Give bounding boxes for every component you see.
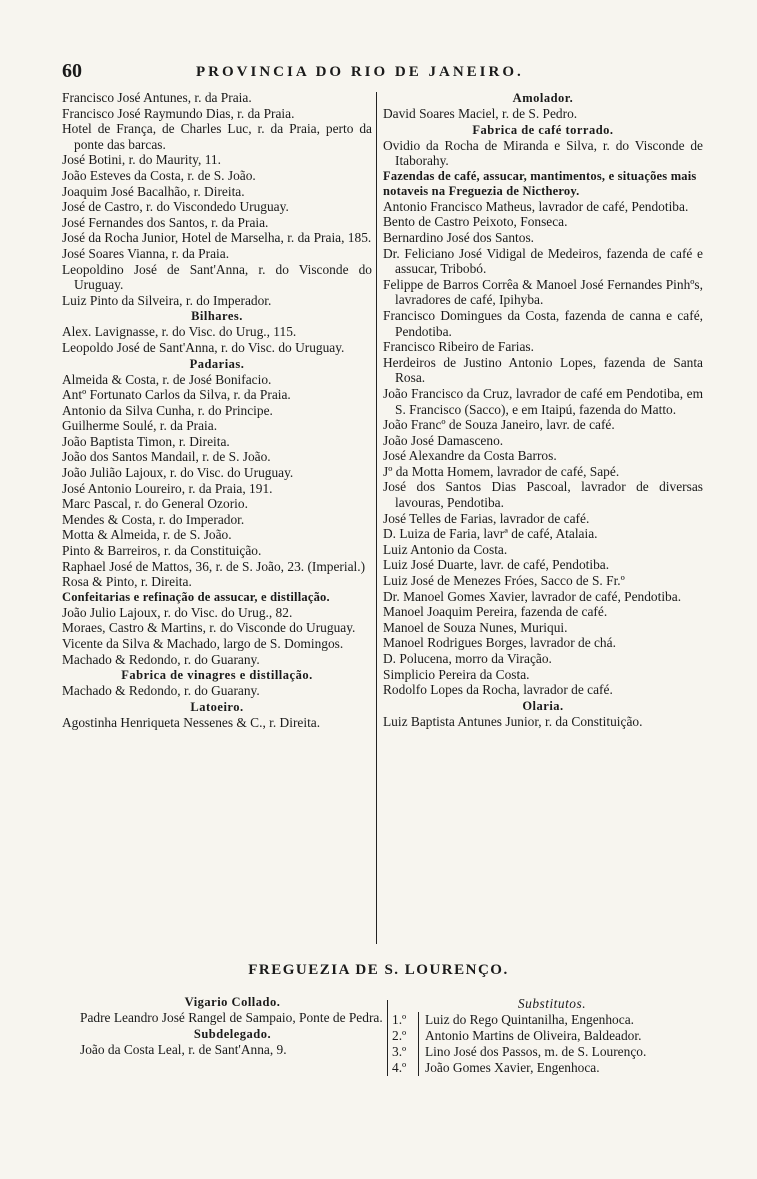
directory-entry: Rosa & Pinto, r. Direita. bbox=[62, 574, 192, 590]
directory-entry: João Julião Lajoux, r. do Visc. do Uruguay. bbox=[62, 465, 294, 481]
directory-entry: Machado & Redondo, r. do Guarany. bbox=[62, 683, 260, 699]
column-divider-lower bbox=[387, 1000, 388, 1076]
directory-entry: Francisco Domingues da Costa, fazenda de canna e café, Pendotiba. bbox=[383, 307, 703, 339]
directory-entry: José dos Santos Dias Pascoal, lavrador de diversas lavouras, Pendotiba. bbox=[383, 479, 703, 511]
directory-entry: Francisco José Raymundo Dias, r. da Praia. bbox=[62, 105, 295, 121]
directory-entry: José de Castro, r. do Viscondedo Uruguay. bbox=[62, 199, 289, 215]
directory-entry: Guilherme Soulé, r. da Praia. bbox=[62, 418, 218, 434]
right-column bbox=[383, 90, 703, 729]
directory-entry: João José Damasceno. bbox=[383, 432, 504, 448]
directory-entry: João Julio Lajoux, r. do Visc. do Urug., 82. bbox=[62, 604, 293, 620]
category-heading: Fabrica de café torrado. bbox=[472, 122, 614, 137]
directory-entry: Manoel Rodrigues Borges, lavrador de chá. bbox=[383, 635, 616, 651]
directory-entry: Luiz Baptista Antunes Junior, r. da Constituição. bbox=[383, 713, 643, 729]
category-heading: Confeitarias e refinação de assucar, e distillação. bbox=[62, 589, 330, 604]
directory-entry: Bernardino José dos Santos. bbox=[383, 229, 535, 245]
directory-entry: David Soares Maciel, r. de S. Pedro. bbox=[383, 106, 578, 121]
directory-entry: Antonio da Silva Cunha, r. do Principe. bbox=[62, 402, 273, 418]
directory-entry: Luiz Antonio da Costa. bbox=[383, 541, 508, 557]
directory-entry: Manoel de Souza Nunes, Muriqui. bbox=[383, 619, 568, 635]
directory-entry: José Alexandre da Costa Barros. bbox=[383, 448, 557, 464]
left-column bbox=[62, 90, 372, 730]
substituto-name: Antonio Martins de Oliveira, Baldeador. bbox=[425, 1028, 642, 1043]
directory-entry: Rodolfo Lopes da Rocha, lavrador de café. bbox=[383, 682, 613, 698]
substituto-number: 4.º bbox=[392, 1060, 419, 1076]
directory-entry: Almeida & Costa, r. de José Bonifacio. bbox=[62, 371, 272, 387]
directory-entry: Francisco José Antunes, r. da Praia. bbox=[62, 90, 252, 105]
substituto-entry bbox=[392, 1028, 712, 1044]
directory-entry: Vicente da Silva & Machado, largo de S. Domingos. bbox=[62, 636, 344, 651]
directory-entry: Moraes, Castro & Martins, r. do Visconde do Uruguay. bbox=[62, 620, 356, 636]
substituto-entry bbox=[392, 1012, 712, 1028]
substituto-entry bbox=[392, 1060, 712, 1076]
category-heading: Padarias. bbox=[189, 356, 245, 371]
directory-entry: Machado & Redondo, r. do Guarany. bbox=[62, 651, 260, 667]
category-heading: Fazendas de café, assucar, mantimentos, e situações mais notaveis na Freguezia de Nictheroy. bbox=[383, 168, 697, 198]
category-heading: Olaria. bbox=[522, 698, 564, 713]
category-heading: Latoeiro. bbox=[190, 699, 244, 714]
directory-entry: José Fernandes dos Santos, r. da Praia. bbox=[62, 214, 269, 230]
directory-entry: José da Rocha Junior, Hotel de Marselha, r. da Praia, 185. bbox=[62, 230, 372, 246]
directory-entry: Hotel de França, de Charles Luc, r. da Praia, perto da ponte das barcas. bbox=[62, 121, 372, 152]
directory-entry: Agostinha Henriqueta Nessenes & C., r. Direita. bbox=[62, 714, 321, 730]
directory-entry: Mendes & Costa, r. do Imperador. bbox=[62, 511, 245, 527]
category-heading: Amolador. bbox=[512, 91, 574, 105]
directory-entry: D. Polucena, morro da Viração. bbox=[383, 651, 552, 666]
directory-entry: José Botini, r. do Maurity, 11. bbox=[62, 152, 221, 168]
directory-entry: Leopoldo José de Sant'Anna, r. do Visc. do Uruguay. bbox=[62, 339, 345, 355]
directory-entry: Marc Pascal, r. do General Ozorio. bbox=[62, 496, 248, 512]
directory-entry: Antonio Francisco Matheus, lavrador de café, Pendotiba. bbox=[383, 198, 689, 214]
category-heading: Vigario Collado. bbox=[184, 995, 281, 1009]
directory-entry: João Esteves da Costa, r. de S. João. bbox=[62, 167, 256, 183]
directory-entry: José Telles de Farias, lavrador de café. bbox=[383, 510, 590, 526]
directory-entry: Pinto & Barreiros, r. da Constituição. bbox=[62, 543, 262, 559]
directory-entry: Raphael José de Mattos, 36, r. de S. João, 23. (Imperial.) bbox=[62, 558, 366, 574]
substituto-number: 2.º bbox=[392, 1028, 419, 1044]
directory-entry: Antº Fortunato Carlos da Silva, r. da Praia. bbox=[62, 387, 291, 403]
directory-entry: D. Luiza de Faria, lavrª de café, Atalaia. bbox=[383, 526, 598, 542]
column-divider bbox=[376, 92, 377, 944]
substituto-name: Luiz do Rego Quintanilha, Engenhoca. bbox=[425, 1012, 634, 1027]
substituto-name: João Gomes Xavier, Engenhoca. bbox=[425, 1060, 600, 1075]
directory-entry: Luiz José de Menezes Fróes, Sacco de S. Fr.º bbox=[383, 573, 625, 589]
directory-entry: José Antonio Loureiro, r. da Praia, 191. bbox=[62, 480, 273, 496]
directory-entry: João Francº de Souza Janeiro, lavr. de café. bbox=[383, 417, 615, 433]
directory-entry: João Francisco da Cruz, lavrador de café em Pendotiba, em S. Francisco (Sacco), e em Itaipú, fazenda do Matto. bbox=[383, 385, 703, 417]
category-heading: Bilhares. bbox=[191, 309, 243, 324]
directory-entry: Joaquim José Bacalhão, r. Direita. bbox=[62, 183, 245, 199]
directory-entry: João da Costa Leal, r. de Sant'Anna, 9. bbox=[80, 1041, 287, 1057]
directory-entry: Francisco Ribeiro de Farias. bbox=[383, 339, 534, 355]
running-title: PROVINCIA DO RIO DE JANEIRO. bbox=[196, 64, 524, 80]
directory-entry: Padre Leandro José Rangel de Sampaio, Ponte de Pedra. bbox=[80, 1010, 383, 1025]
substituto-entry bbox=[392, 1044, 712, 1060]
substitutos-column bbox=[392, 996, 712, 1076]
directory-entry: Alex. Lavignasse, r. do Visc. do Urug., 115. bbox=[62, 324, 297, 340]
directory-entry: Bento de Castro Peixoto, Fonseca. bbox=[383, 214, 568, 230]
directory-entry: Dr. Manoel Gomes Xavier, lavrador de café, Pendotiba. bbox=[383, 588, 682, 604]
directory-entry: Jº da Motta Homem, lavrador de café, Sapé. bbox=[383, 463, 620, 479]
directory-entry: Felippe de Barros Corrêa & Manoel José Fernandes Pinhºs, lavradores de café, Ipihyba. bbox=[383, 276, 703, 308]
page-number: 60 bbox=[62, 60, 82, 82]
directory-entry: Luiz Pinto da Silveira, r. do Imperador. bbox=[62, 292, 272, 308]
substitutos-heading: Substitutos. bbox=[517, 996, 587, 1011]
directory-entry: José Soares Vianna, r. da Praia. bbox=[62, 245, 230, 261]
directory-entry: Dr. Feliciano José Vidigal de Medeiros, fazenda de café e assucar, Tribobó. bbox=[383, 245, 703, 277]
directory-entry: Simplicio Pereira da Costa. bbox=[383, 666, 530, 682]
substitutos-list bbox=[392, 1012, 712, 1076]
directory-entry: Motta & Almeida, r. de S. João. bbox=[62, 527, 232, 543]
directory-entry: Ovidio da Rocha de Miranda e Silva, r. do Visconde de Itaborahy. bbox=[383, 137, 703, 169]
section-title: FREGUEZIA DE S. LOURENÇO. bbox=[248, 962, 509, 978]
directory-entry: João Baptista Timon, r. Direita. bbox=[62, 433, 230, 449]
category-heading: Subdelegado. bbox=[193, 1026, 272, 1041]
substituto-number: 1.º bbox=[392, 1012, 419, 1028]
directory-entry: Manoel Joaquim Pereira, fazenda de café. bbox=[383, 604, 608, 620]
substituto-name: Lino José dos Passos, m. de S. Lourenço. bbox=[425, 1044, 647, 1059]
directory-entry: Luiz José Duarte, lavr. de café, Pendotiba. bbox=[383, 557, 610, 573]
category-heading: Fabrica de vinagres e distillação. bbox=[121, 668, 313, 683]
substituto-number: 3.º bbox=[392, 1044, 419, 1060]
directory-entry: Herdeiros de Justino Antonio Lopes, fazenda de Santa Rosa. bbox=[383, 354, 703, 386]
directory-entry: Leopoldino José de Sant'Anna, r. do Visconde do Uruguay. bbox=[62, 261, 372, 293]
lourenco-left-column bbox=[80, 994, 385, 1057]
directory-entry: João dos Santos Mandail, r. de S. João. bbox=[62, 449, 271, 465]
